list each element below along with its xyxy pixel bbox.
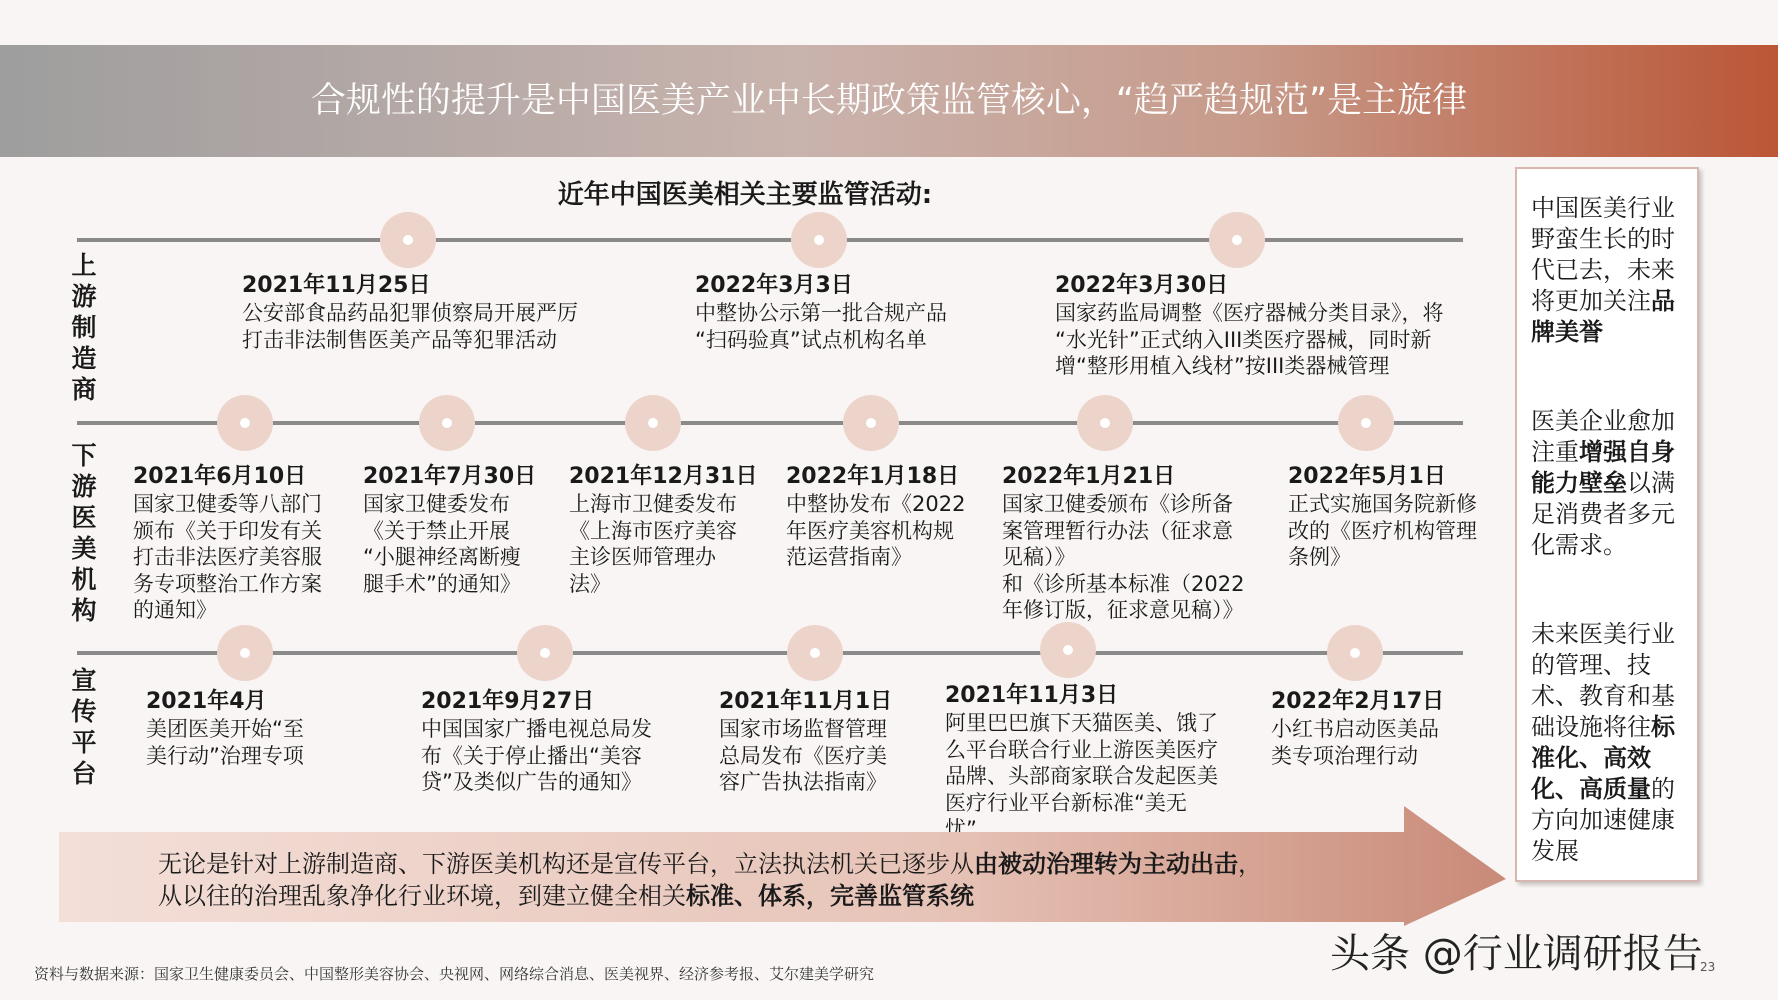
timeline-marker — [625, 395, 681, 451]
insight-paragraph: 中国医美行业野蛮生长的时代已去，未来将更加关注品牌美誉 — [1531, 194, 1675, 346]
timeline-marker — [419, 395, 475, 451]
event-downstream: 2021年6月10日 国家卫健委等八部门 颁布《关于印发有关 打击非法医疗美容服 务专项整治工作方案 的通知》 — [133, 464, 322, 622]
timeline-marker — [843, 395, 899, 451]
watermark: 头条 @行业调研报告 — [1330, 931, 1703, 977]
event-upstream: 2021年11月25日 公安部食品药品犯罪侦察局开展严厉 打击非法制售医美产品等犯罪活动 — [242, 273, 578, 352]
timeline-platform — [77, 651, 1463, 655]
timeline-marker — [217, 625, 273, 681]
row-label-upstream: 上游制造商 — [71, 251, 97, 404]
timeline-marker — [1209, 212, 1265, 268]
event-platform: 2021年11月3日 阿里巴巴旗下天猫医美、饿了 么平台联合行业上游医美医疗 品牌、头部商家联合发起医美 医疗行业平台新标准“美无 忧” — [945, 683, 1218, 841]
insight-paragraph: 未来医美行业的管理、技术、教育和基础设施将往标准化、高效化、高质量的方向加速健康发展 — [1531, 620, 1675, 865]
event-platform: 2021年4月 美团医美开始“至 美行动”治理专项 — [146, 689, 304, 768]
event-upstream: 2022年3月30日 国家药监局调整《医疗器械分类目录》，将 “水光针”正式纳入III类医疗器械，同时新 增“整形用植入线材”按III类器械管理 — [1055, 273, 1444, 378]
source-note: 资料与数据来源：国家卫生健康委员会、中国整形美容协会、央视网、网络综合消息、医美视界、经济参考报、艾尔建美学研究 — [34, 965, 875, 983]
timeline-marker — [1077, 395, 1133, 451]
insight-paragraph: 医美企业愈加注重增强自身能力壁垒以满足消费者多元化需求。 — [1531, 407, 1675, 559]
timeline-marker — [1327, 625, 1383, 681]
row-label-platform: 宣传平台 — [71, 666, 97, 788]
event-downstream: 2021年7月30日 国家卫健委发布 《关于禁止开展 “小腿神经离断瘦 腿手术”的通知》 — [363, 464, 537, 596]
event-downstream: 2021年12月31日 上海市卫健委发布 《上海市医疗美容 主诊医师管理办 法》 — [569, 464, 758, 596]
timeline-marker — [517, 625, 573, 681]
event-platform: 2021年11月1日 国家市场监督管理 总局发布《医疗美 容广告执法指南》 — [719, 689, 893, 794]
row-label-downstream: 下游医美机构 — [71, 441, 97, 625]
timeline-marker — [787, 625, 843, 681]
event-upstream: 2022年3月3日 中整协公示第一批合规产品 “扫码验真”试点机构名单 — [695, 273, 947, 352]
timeline-downstream — [77, 421, 1463, 425]
timeline-marker — [1040, 622, 1096, 678]
summary-text: 无论是针对上游制造商、下游医美机构还是宣传平台，立法执法机关已逐步从由被动治理转为主动出击， 从以往的治理乱象净化行业环境，到建立健全相关标准、体系，完善监管系统 — [158, 850, 1262, 910]
page-title: 合规性的提升是中国医美产业中长期政策监管核心，“趋严趋规范”是主旋律 — [310, 81, 1468, 121]
timeline-marker — [791, 212, 847, 268]
insight-box — [1515, 167, 1699, 882]
page-number: 23 — [1700, 960, 1716, 974]
timeline-marker — [1338, 395, 1394, 451]
event-downstream: 2022年5月1日 正式实施国务院新修 改的《医疗机构管理 条例》 — [1288, 464, 1477, 569]
event-downstream: 2022年1月21日 国家卫健委颁布《诊所备 案管理暂行办法（征求意 见稿）》 和《诊所基本标准（2022 年修订版，征求意见稿）》 — [1002, 464, 1245, 622]
timeline-marker — [380, 212, 436, 268]
timeline-marker — [217, 395, 273, 451]
event-platform: 2021年9月27日 中国国家广播电视总局发 布《关于停止播出“美容 贷”及类似广告的通知》 — [421, 689, 652, 794]
event-platform: 2022年2月17日 小红书启动医美品 类专项治理行动 — [1271, 689, 1445, 768]
section-subtitle: 近年中国医美相关主要监管活动: — [557, 180, 933, 210]
event-downstream: 2022年1月18日 中整协发布《2022 年医疗美容机构规 范运营指南》 — [786, 464, 966, 569]
